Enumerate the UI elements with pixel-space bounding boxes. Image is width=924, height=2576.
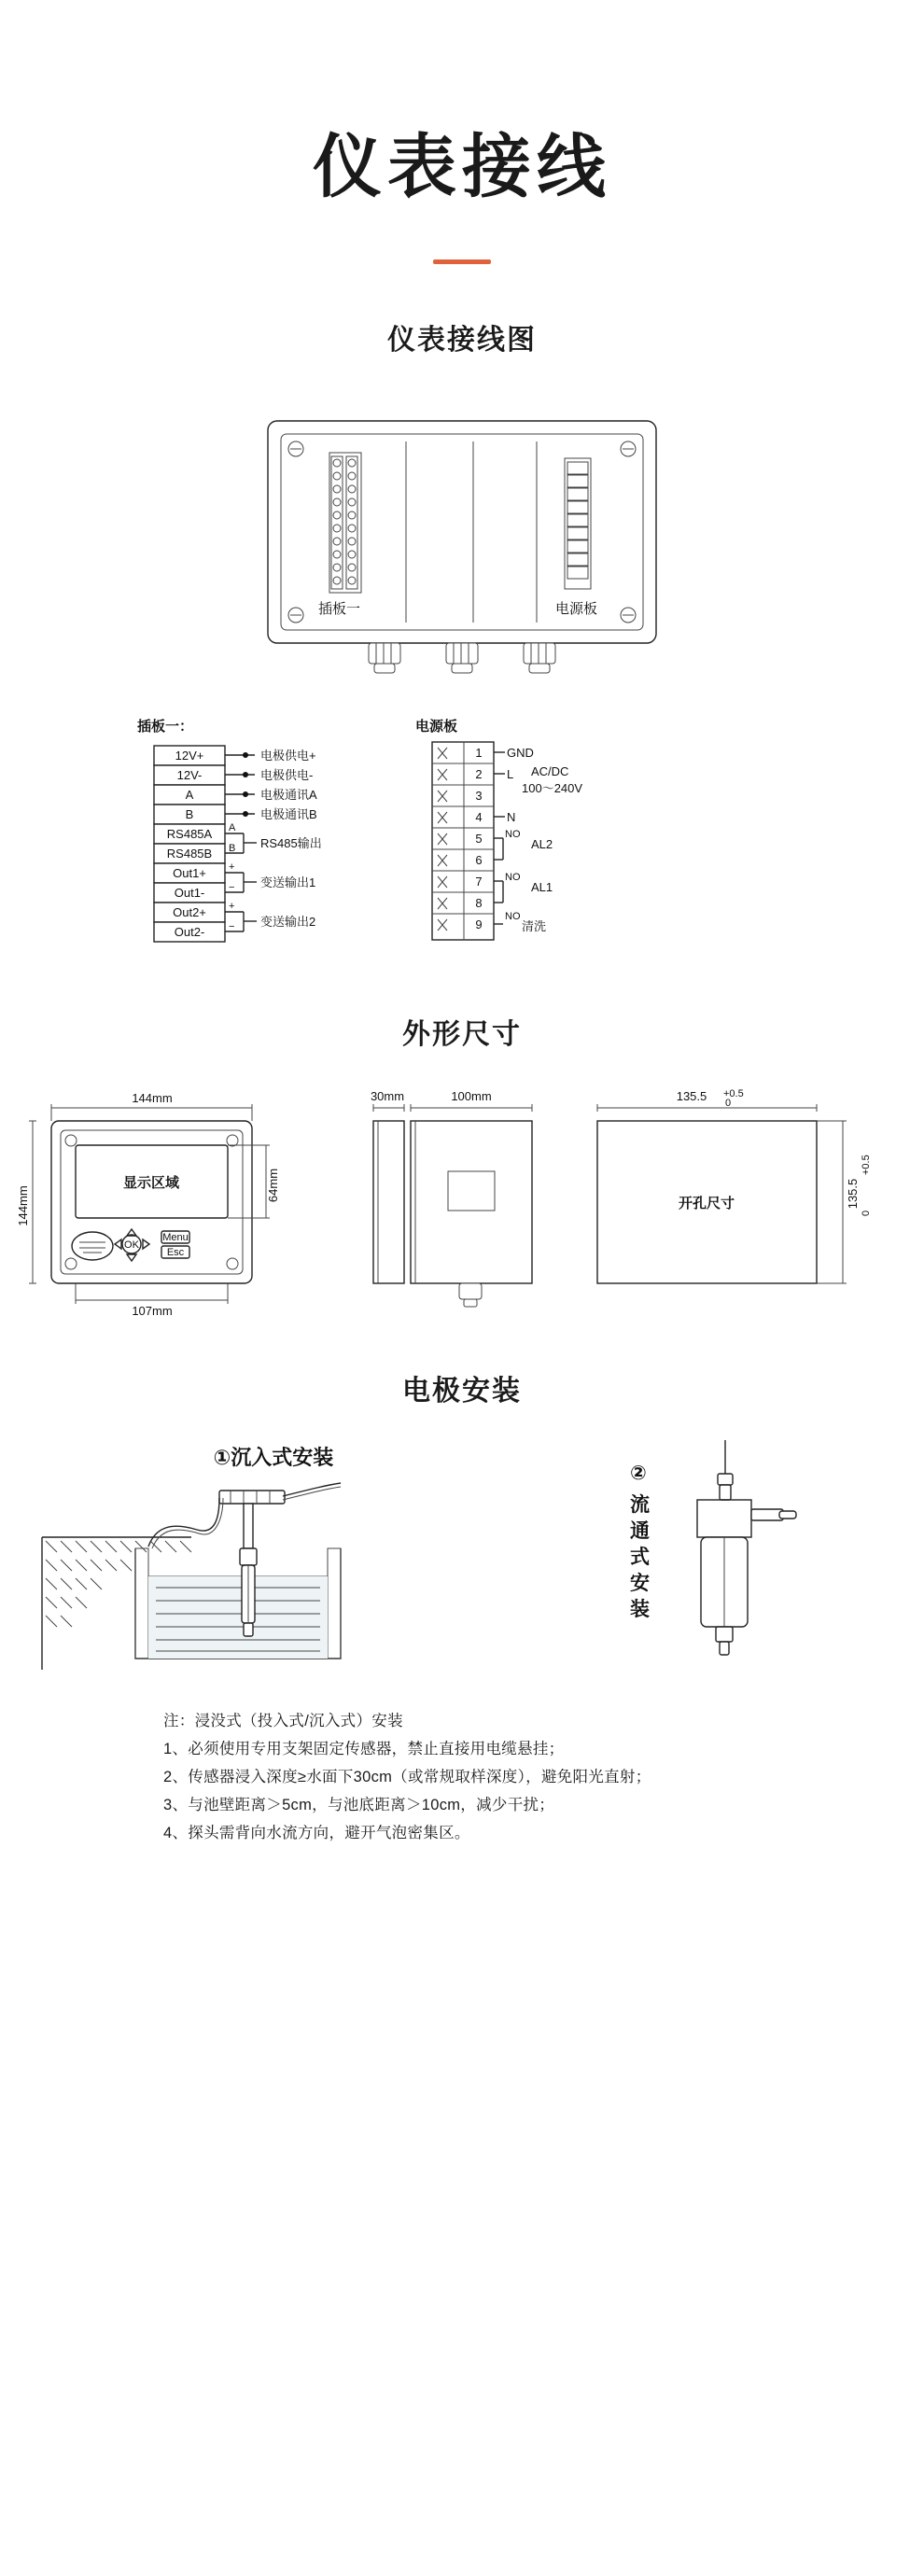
svg-text:64mm: 64mm [266,1168,280,1203]
svg-text:Out2-: Out2- [174,925,205,939]
svg-text:变送输出1: 变送输出1 [260,875,316,889]
note-item-3: 3、与池壁距离＞5cm，与池底距离＞10cm，减少干扰； [163,1797,555,1813]
dimension-drawings [0,1089,924,1323]
label-board-right: 电源板 [555,601,598,617]
svg-text:NO: NO [505,829,521,840]
label-board-left: 插板一 [318,601,361,617]
screen-area-label: 显示区域 [122,1175,180,1191]
svg-text:12V+: 12V+ [175,749,204,763]
svg-text:Menu: Menu [162,1232,189,1243]
svg-text:+: + [229,901,235,912]
svg-text:1: 1 [475,746,483,760]
svg-text:OK: OK [124,1239,139,1251]
dim-side-view [371,1089,532,1307]
sensor-bracket [148,1483,341,1548]
svg-text:RS485B: RS485B [166,847,213,861]
page-title: 仪表接线 [313,128,611,205]
svg-text:144mm: 144mm [132,1091,173,1105]
svg-text:AL2: AL2 [531,837,553,851]
cutout-label: 开孔尺寸 [678,1196,735,1211]
install-svg [33,1436,891,1679]
svg-text:+: + [229,861,235,873]
install-option2-no: ② [630,1463,647,1484]
terminal-svg [135,718,789,979]
svg-text:5: 5 [475,832,483,846]
svg-text:Out2+: Out2+ [173,905,206,919]
svg-text:AC/DC: AC/DC [531,764,569,778]
svg-text:电极供电+: 电极供电+ [260,749,316,763]
svg-text:9: 9 [475,917,483,931]
svg-text:NO: NO [505,872,521,883]
svg-text:3: 3 [475,789,483,803]
svg-text:RS485输出: RS485输出 [260,836,322,850]
svg-text:A: A [229,822,236,833]
terminal-left-pins [154,746,225,942]
title-divider [433,259,491,264]
install-drawings [0,1436,924,1679]
svg-text:变送输出2: 变送输出2 [260,915,316,929]
section-title-dimensions: 外形尺寸 [402,1019,522,1050]
terminal-wiring [0,718,924,979]
svg-text:Out1+: Out1+ [173,866,206,880]
dim-front-view [16,1091,280,1318]
terminal-left-title: 插板一： [137,719,194,735]
svg-text:8: 8 [475,896,483,910]
svg-text:电极通讯B: 电极通讯B [260,807,317,821]
svg-text:A: A [185,788,194,802]
svg-text:0: 0 [725,1098,732,1109]
install-option1-label: ①沉入式安装 [213,1446,334,1469]
svg-text:135.5: 135.5 [676,1089,707,1103]
svg-text:电极供电-: 电极供电- [260,768,314,782]
svg-text:安: 安 [630,1573,650,1594]
svg-text:+0.5: +0.5 [861,1155,872,1175]
svg-text:0: 0 [861,1210,872,1216]
svg-text:100mm: 100mm [451,1089,492,1103]
terminal-right-labels [494,746,582,933]
svg-text:+0.5: +0.5 [723,1089,744,1099]
svg-text:2: 2 [475,767,483,781]
note-item-4: 4、探头需背向水流方向，避开气泡密集区。 [163,1825,470,1841]
svg-text:N: N [507,810,516,824]
svg-text:144mm: 144mm [16,1185,30,1226]
svg-text:电极通讯A: 电极通讯A [260,788,317,802]
tank [135,1548,341,1659]
svg-text:12V-: 12V- [176,768,203,782]
svg-text:AL1: AL1 [531,880,553,894]
svg-text:流: 流 [630,1494,650,1516]
svg-text:135.5: 135.5 [846,1178,860,1210]
svg-text:−: − [229,921,235,932]
svg-text:GND: GND [507,746,534,760]
svg-text:Out1-: Out1- [174,886,205,900]
dimensions-svg [14,1089,910,1323]
terminal-right-title: 电源板 [415,719,458,735]
svg-text:L: L [507,767,514,781]
enclosure-svg [257,413,667,684]
enclosure-diagram [0,413,924,684]
svg-text:4: 4 [475,810,483,824]
svg-text:通: 通 [630,1520,650,1542]
note-item-2: 2、传感器浸入深度≥水面下30cm（或常规取样深度），避免阳光直射； [163,1769,651,1785]
section-title-install: 电极安装 [402,1376,522,1407]
svg-text:6: 6 [475,853,483,867]
svg-text:7: 7 [475,875,483,889]
svg-text:B: B [229,843,236,854]
svg-text:B: B [185,807,194,821]
install-option2 [630,1440,796,1655]
terminal-right-pins [432,742,494,940]
svg-text:清洗: 清洗 [522,919,547,933]
svg-text:100～240V: 100～240V [522,781,583,795]
svg-text:107mm: 107mm [132,1304,173,1318]
notes-block [0,1679,924,1884]
section-title-wiring: 仪表接线图 [387,325,537,356]
svg-text:式: 式 [630,1547,650,1568]
svg-text:−: − [229,882,235,893]
svg-text:Esc: Esc [166,1247,185,1258]
probe-sunken [240,1548,257,1636]
svg-text:NO: NO [505,911,521,922]
dim-cutout-view [597,1089,872,1283]
svg-text:装: 装 [630,1599,650,1620]
svg-text:30mm: 30mm [370,1089,405,1103]
note-head: 注：浸没式（投入式/沉入式）安装 [163,1713,403,1729]
terminal-left-leads [225,749,322,932]
svg-text:RS485A: RS485A [166,827,213,841]
note-item-1: 1、必须使用专用支架固定传感器，禁止直接用电缆悬挂； [163,1741,565,1757]
